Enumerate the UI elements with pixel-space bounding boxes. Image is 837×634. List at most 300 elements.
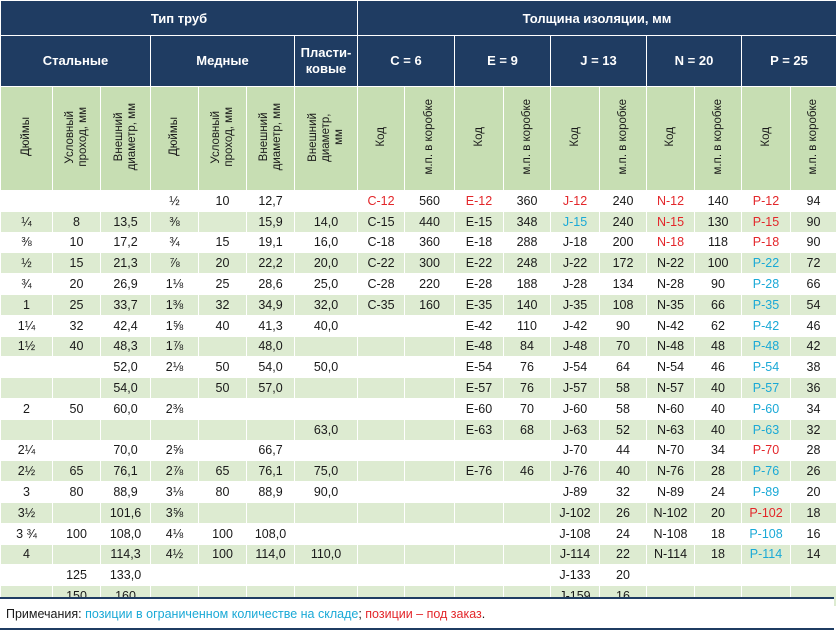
table-cell: 52 — [600, 419, 647, 440]
table-cell — [295, 440, 358, 461]
table-cell: 62 — [695, 315, 742, 336]
subheader-code-e-label: Код — [472, 127, 485, 147]
subheader-nominal-bore-label: Условный проход, мм — [63, 107, 89, 167]
header-plastic — [295, 36, 358, 87]
header-insulation: Толщина изоляции, мм — [358, 1, 837, 36]
table-cell: 80 — [199, 482, 247, 503]
subheader-m-per-box-e — [504, 87, 551, 191]
table-cell: 42,4 — [101, 315, 151, 336]
table-cell: 72 — [791, 253, 837, 274]
table-cell: 12,7 — [247, 191, 295, 212]
table-cell — [455, 482, 504, 503]
table-cell: 140 — [695, 191, 742, 212]
table-cell: 108 — [600, 294, 647, 315]
table-cell: 90,0 — [295, 482, 358, 503]
table-cell — [405, 461, 455, 482]
table-cell: 66 — [791, 274, 837, 295]
table-cell: 28 — [695, 461, 742, 482]
table-cell: P-60 — [742, 398, 791, 419]
note-on-order: позиции – под заказ — [365, 607, 482, 621]
table-cell — [1, 565, 53, 586]
table-cell: 88,9 — [101, 482, 151, 503]
table-cell — [405, 502, 455, 523]
table-row — [1, 440, 837, 461]
table-cell: 8 — [53, 211, 101, 232]
table-cell: 40,0 — [295, 315, 358, 336]
table-cell — [295, 523, 358, 544]
table-cell — [199, 565, 247, 586]
table-cell: 18 — [695, 523, 742, 544]
table-cell: ⅜ — [1, 232, 53, 253]
table-cell: 20 — [791, 482, 837, 503]
table-cell: 66,7 — [247, 440, 295, 461]
table-cell: 18 — [695, 544, 742, 565]
table-cell: ¾ — [151, 232, 199, 253]
table-cell: ¾ — [1, 274, 53, 295]
table-cell — [405, 440, 455, 461]
table-row — [1, 253, 837, 274]
table-cell: 40 — [53, 336, 101, 357]
table-cell: J-89 — [551, 482, 600, 503]
table-row — [1, 544, 837, 565]
table-cell — [405, 357, 455, 378]
table-cell: 110 — [504, 315, 551, 336]
table-cell: 17,2 — [101, 232, 151, 253]
table-cell: 90 — [695, 274, 742, 295]
table-cell: 70 — [504, 398, 551, 419]
table-row — [1, 211, 837, 232]
table-cell: P-108 — [742, 523, 791, 544]
table-cell: J-18 — [551, 232, 600, 253]
table-cell: 70,0 — [101, 440, 151, 461]
table-cell: C-22 — [358, 253, 405, 274]
header-group-e: E = 9 — [455, 36, 551, 87]
table-cell: E-54 — [455, 357, 504, 378]
table-cell: 300 — [405, 253, 455, 274]
table-cell: E-12 — [455, 191, 504, 212]
table-cell — [405, 336, 455, 357]
table-cell — [295, 378, 358, 399]
table-cell: J-57 — [551, 378, 600, 399]
subheader-copper-nominal-bore — [199, 87, 247, 191]
table-cell — [295, 336, 358, 357]
subheader-row — [1, 87, 837, 191]
subheader-code-e — [455, 87, 504, 191]
table-cell — [247, 565, 295, 586]
table-cell: 1⅜ — [151, 294, 199, 315]
subheader-code-j-label: Код — [568, 127, 581, 147]
table-cell: 50,0 — [295, 357, 358, 378]
table-row — [1, 274, 837, 295]
table-cell: 2⅞ — [151, 461, 199, 482]
table-cell: 90 — [791, 232, 837, 253]
table-cell: P-76 — [742, 461, 791, 482]
table-cell — [358, 336, 405, 357]
table-row — [1, 336, 837, 357]
subheader-m-per-box-j — [600, 87, 647, 191]
table-cell: 48,0 — [247, 336, 295, 357]
table-cell: 133,0 — [101, 565, 151, 586]
table-cell: J-28 — [551, 274, 600, 295]
table-cell: N-15 — [647, 211, 695, 232]
table-cell: 100 — [53, 523, 101, 544]
table-cell: 26 — [600, 502, 647, 523]
table-row — [1, 191, 837, 212]
table-cell: 20 — [53, 274, 101, 295]
table-cell: P-12 — [742, 191, 791, 212]
table-cell — [295, 565, 358, 586]
table-cell — [455, 440, 504, 461]
table-cell — [405, 523, 455, 544]
table-cell: J-60 — [551, 398, 600, 419]
table-row — [1, 357, 837, 378]
table-cell: 288 — [504, 232, 551, 253]
table-cell: 360 — [504, 191, 551, 212]
table-cell: P-35 — [742, 294, 791, 315]
table-cell: 50 — [199, 378, 247, 399]
table-cell: 560 — [405, 191, 455, 212]
table-cell: 46 — [504, 461, 551, 482]
table-cell: 1½ — [1, 336, 53, 357]
table-cell: 24 — [695, 482, 742, 503]
table-cell: E-57 — [455, 378, 504, 399]
table-cell: 34,9 — [247, 294, 295, 315]
table-cell: E-18 — [455, 232, 504, 253]
table-cell — [1, 378, 53, 399]
table-cell: 46 — [695, 357, 742, 378]
table-cell: 36 — [791, 378, 837, 399]
table-cell — [405, 398, 455, 419]
table-cell: 3⅝ — [151, 502, 199, 523]
table-cell: N-70 — [647, 440, 695, 461]
table-cell: 1¼ — [1, 315, 53, 336]
table-cell: 20 — [600, 565, 647, 586]
header-group-n: N = 20 — [647, 36, 742, 87]
table-cell: 40 — [695, 398, 742, 419]
table-row — [1, 502, 837, 523]
header-plastic-label: Пласти- ковые — [300, 45, 352, 76]
table-cell — [151, 378, 199, 399]
subheader-code-n-label: Код — [664, 127, 676, 147]
table-cell — [199, 502, 247, 523]
table-cell: 94 — [791, 191, 837, 212]
table-cell: C-15 — [358, 211, 405, 232]
table-cell: J-22 — [551, 253, 600, 274]
table-cell — [199, 336, 247, 357]
table-cell — [1, 419, 53, 440]
table-cell: N-102 — [647, 502, 695, 523]
table-body — [1, 191, 837, 607]
table-cell: 48,3 — [101, 336, 151, 357]
subheader-copper-inches-label: Дюймы — [168, 117, 180, 157]
table-cell: 25 — [199, 274, 247, 295]
table-cell: 90 — [600, 315, 647, 336]
table-cell: 52,0 — [101, 357, 151, 378]
subheader-nominal-bore — [53, 87, 101, 191]
table-cell: 108,0 — [101, 523, 151, 544]
table-cell: 70 — [600, 336, 647, 357]
table-cell — [455, 502, 504, 523]
table-cell: 28 — [791, 440, 837, 461]
table-cell: 58 — [600, 398, 647, 419]
table-cell: N-60 — [647, 398, 695, 419]
table-cell — [405, 544, 455, 565]
table-cell: 4 — [1, 544, 53, 565]
table-cell: 10 — [53, 232, 101, 253]
table-cell: P-28 — [742, 274, 791, 295]
table-cell — [405, 565, 455, 586]
subheader-code-n — [647, 87, 695, 191]
table-cell: 15 — [53, 253, 101, 274]
table-cell — [53, 544, 101, 565]
table-cell: 48 — [695, 336, 742, 357]
table-cell: 33,7 — [101, 294, 151, 315]
note-separator: ; — [358, 607, 366, 621]
table-cell — [53, 502, 101, 523]
table-cell: 25 — [53, 294, 101, 315]
table-cell: P-15 — [742, 211, 791, 232]
table-cell: N-48 — [647, 336, 695, 357]
table-row — [1, 482, 837, 503]
table-cell: 10 — [199, 191, 247, 212]
table-row — [1, 294, 837, 315]
table-cell: J-54 — [551, 357, 600, 378]
table-cell: P-42 — [742, 315, 791, 336]
table-cell: P-114 — [742, 544, 791, 565]
header-group-j: J = 13 — [551, 36, 647, 87]
table-cell — [1, 357, 53, 378]
table-cell — [504, 523, 551, 544]
table-cell — [53, 357, 101, 378]
table-row — [1, 461, 837, 482]
table-cell: 118 — [695, 232, 742, 253]
table-cell — [358, 440, 405, 461]
footnote — [0, 597, 834, 630]
table-cell — [358, 565, 405, 586]
table-cell: 3⅛ — [151, 482, 199, 503]
subheader-m-per-box-p-label: м.п. в коробке — [807, 99, 819, 175]
table-cell: 80 — [53, 482, 101, 503]
table-cell — [455, 544, 504, 565]
table-cell: 54,0 — [101, 378, 151, 399]
table-cell — [101, 191, 151, 212]
table-cell — [53, 378, 101, 399]
table-cell — [742, 565, 791, 586]
table-cell: P-18 — [742, 232, 791, 253]
table-row — [1, 523, 837, 544]
table-cell: 42 — [791, 336, 837, 357]
table-cell: N-42 — [647, 315, 695, 336]
table-cell: 2⅜ — [151, 398, 199, 419]
table-cell: C-28 — [358, 274, 405, 295]
table-cell: 76 — [504, 378, 551, 399]
table-cell — [358, 502, 405, 523]
header-group-p: P = 25 — [742, 36, 837, 87]
subheader-m-per-box-e-label: м.п. в коробке — [520, 99, 533, 175]
table-cell: ¼ — [1, 211, 53, 232]
table-cell: P-70 — [742, 440, 791, 461]
table-cell — [504, 482, 551, 503]
table-cell: 130 — [695, 211, 742, 232]
subheader-code-p-label: Код — [759, 127, 772, 147]
subheader-inches-label: Дюймы — [20, 117, 32, 157]
table-cell — [247, 502, 295, 523]
table-cell: C-35 — [358, 294, 405, 315]
table-cell: 100 — [199, 523, 247, 544]
table-cell: N-108 — [647, 523, 695, 544]
table-cell: J-108 — [551, 523, 600, 544]
table-cell: 18 — [791, 502, 837, 523]
table-cell: 1 — [1, 294, 53, 315]
table-cell: E-15 — [455, 211, 504, 232]
table-cell — [358, 357, 405, 378]
table-cell: ⅞ — [151, 253, 199, 274]
table-cell: E-76 — [455, 461, 504, 482]
table-cell — [199, 419, 247, 440]
table-cell — [455, 523, 504, 544]
table-cell: 40 — [695, 419, 742, 440]
subheader-copper-inches — [151, 87, 199, 191]
table-cell: 32 — [600, 482, 647, 503]
table-cell: 22,2 — [247, 253, 295, 274]
table-cell: 34 — [695, 440, 742, 461]
table-cell: N-63 — [647, 419, 695, 440]
table-cell — [504, 502, 551, 523]
table-cell — [791, 565, 837, 586]
table-cell: 114,3 — [101, 544, 151, 565]
table-cell: 66 — [695, 294, 742, 315]
table-row — [1, 565, 837, 586]
table-cell: N-12 — [647, 191, 695, 212]
table-cell: 75,0 — [295, 461, 358, 482]
table-cell — [295, 502, 358, 523]
table-cell: 84 — [504, 336, 551, 357]
table-cell: 360 — [405, 232, 455, 253]
table-cell: 1⅛ — [151, 274, 199, 295]
table-cell: ½ — [1, 253, 53, 274]
table-cell: 26 — [791, 461, 837, 482]
table-cell: 15,9 — [247, 211, 295, 232]
table-cell: 28,6 — [247, 274, 295, 295]
table-cell: 20,0 — [295, 253, 358, 274]
subheader-code-p — [742, 87, 791, 191]
table-cell: 240 — [600, 211, 647, 232]
table-cell: 58 — [600, 378, 647, 399]
table-cell: N-89 — [647, 482, 695, 503]
table-cell — [504, 544, 551, 565]
table-cell: 220 — [405, 274, 455, 295]
table-cell: 16,0 — [295, 232, 358, 253]
subheader-outer-diameter-label: Внешний диаметр, мм — [112, 103, 138, 171]
table-cell: 34 — [791, 398, 837, 419]
table-cell: N-54 — [647, 357, 695, 378]
table-cell: 188 — [504, 274, 551, 295]
table-cell: E-28 — [455, 274, 504, 295]
table-cell: 4½ — [151, 544, 199, 565]
table-cell: 2⅝ — [151, 440, 199, 461]
table-cell — [199, 440, 247, 461]
table-cell — [151, 565, 199, 586]
table-cell: 101,6 — [101, 502, 151, 523]
table-cell: 20 — [695, 502, 742, 523]
table-cell: N-114 — [647, 544, 695, 565]
note-in-stock: позиции в ограниченном количестве на складе — [85, 607, 359, 621]
table-cell: 4⅛ — [151, 523, 199, 544]
table-cell — [504, 440, 551, 461]
table-cell — [405, 482, 455, 503]
table-cell: 20 — [199, 253, 247, 274]
table-cell: N-76 — [647, 461, 695, 482]
table-cell: P-102 — [742, 502, 791, 523]
table-cell: N-28 — [647, 274, 695, 295]
table-cell: 44 — [600, 440, 647, 461]
table-cell: E-48 — [455, 336, 504, 357]
table-cell: 68 — [504, 419, 551, 440]
table-cell: E-63 — [455, 419, 504, 440]
table-cell: N-57 — [647, 378, 695, 399]
table-cell — [358, 482, 405, 503]
table-cell: 2 — [1, 398, 53, 419]
table-cell — [247, 398, 295, 419]
subheader-outer-diameter — [101, 87, 151, 191]
table-cell: 125 — [53, 565, 101, 586]
table-cell: 110,0 — [295, 544, 358, 565]
table-cell: 32 — [199, 294, 247, 315]
table-cell: 114,0 — [247, 544, 295, 565]
table-cell: C-18 — [358, 232, 405, 253]
table-cell: J-35 — [551, 294, 600, 315]
table-row — [1, 398, 837, 419]
table-cell: 26,9 — [101, 274, 151, 295]
table-cell: N-35 — [647, 294, 695, 315]
table-cell: 32,0 — [295, 294, 358, 315]
header-steel: Стальные — [1, 36, 151, 87]
table-cell: J-48 — [551, 336, 600, 357]
table-cell: J-12 — [551, 191, 600, 212]
table-cell: J-70 — [551, 440, 600, 461]
table-cell: 19,1 — [247, 232, 295, 253]
table-cell: 76,1 — [101, 461, 151, 482]
table-cell: N-22 — [647, 253, 695, 274]
subheader-m-per-box-j-label: м.п. в коробке — [616, 99, 629, 175]
table-cell: N-18 — [647, 232, 695, 253]
table-cell: 200 — [600, 232, 647, 253]
table-cell: P-54 — [742, 357, 791, 378]
table-cell: E-60 — [455, 398, 504, 419]
table-cell: 46 — [791, 315, 837, 336]
header-copper: Медные — [151, 36, 295, 87]
table-cell — [358, 544, 405, 565]
table-cell: J-42 — [551, 315, 600, 336]
header-group-c: C = 6 — [358, 36, 455, 87]
table-cell: 2½ — [1, 461, 53, 482]
subheader-m-per-box-p — [791, 87, 837, 191]
subheader-m-per-box-c-label: м.п. в коробке — [423, 99, 435, 175]
table-cell: 108,0 — [247, 523, 295, 544]
subheader-copper-nominal-bore-label: Условный проход, мм — [209, 107, 235, 167]
table-cell: 248 — [504, 253, 551, 274]
table-row — [1, 315, 837, 336]
table-cell: 76,1 — [247, 461, 295, 482]
table-cell: 13,5 — [101, 211, 151, 232]
table-cell: 22 — [600, 544, 647, 565]
table-cell: 24 — [600, 523, 647, 544]
header-pipe-type: Тип труб — [1, 1, 358, 36]
table-cell: 40 — [695, 378, 742, 399]
table-cell: J-63 — [551, 419, 600, 440]
table-cell: 54,0 — [247, 357, 295, 378]
table-cell: 3 ¾ — [1, 523, 53, 544]
